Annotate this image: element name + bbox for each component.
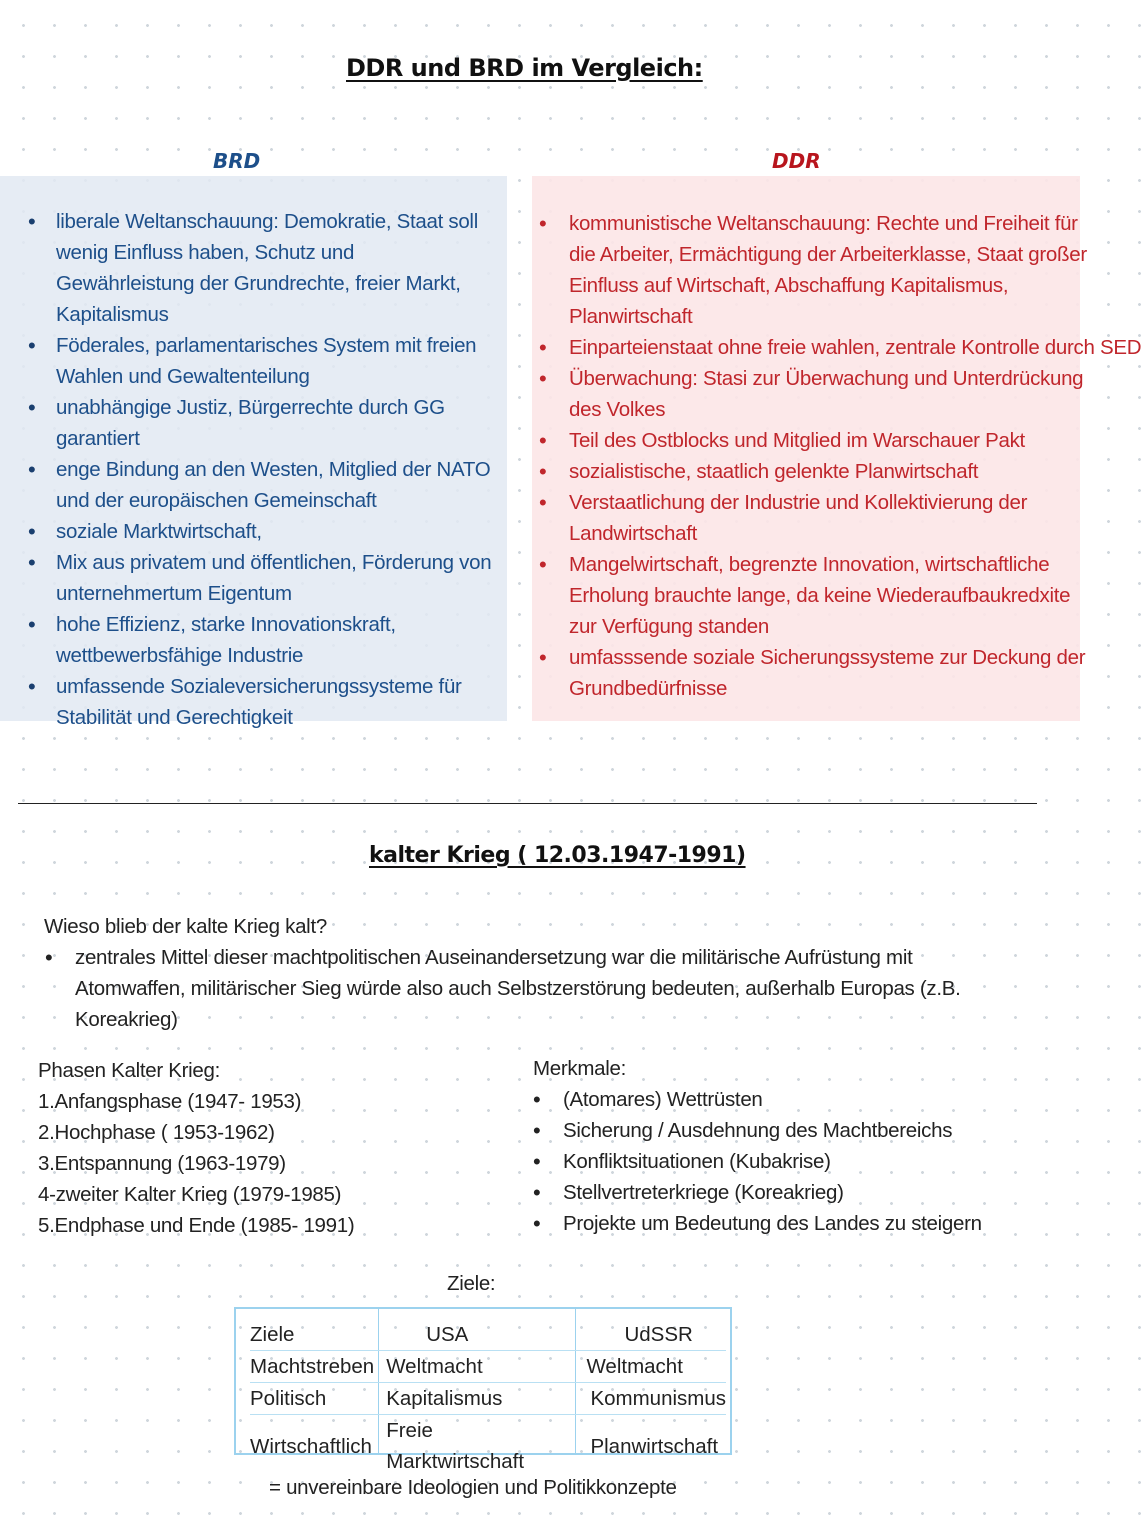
ddr-item: • Einparteienstaat ohne freie wahlen, zentrale Kontrolle durch SED (569, 332, 1099, 363)
table-header-cell: Ziele (250, 1319, 374, 1351)
phases-heading: Phasen Kalter Krieg: (38, 1059, 221, 1082)
goals-heading: Ziele: (447, 1272, 496, 1295)
conclusion: = unvereinbare Ideologien und Politikkonzepte (269, 1476, 677, 1499)
table-cell: Kapitalismus (374, 1383, 574, 1415)
ddr-item: • Teil des Ostblocks und Mitglied im Warschauer Pakt (569, 425, 1099, 456)
brd-list (0, 176, 507, 733)
cold-war-title: kalter Krieg ( 12.03.1947-1991) (369, 843, 746, 868)
brd-item: • Föderales, parlamentarisches System mit freien Wahlen und Gewaltenteilung (56, 330, 497, 392)
table-header-cell: UdSSR (574, 1319, 726, 1351)
table-cell: Freie Marktwirtschaft (386, 1419, 525, 1473)
table-cell: Wirtschaftlich (250, 1434, 372, 1458)
ddr-item: • Überwachung: Stasi zur Überwachung und Unterdrückung des Volkes (569, 363, 1099, 425)
phase-item: 5.Endphase und Ende (1985- 1991) (38, 1214, 355, 1237)
table-cell: Planwirtschaft (590, 1434, 719, 1458)
brd-item: • enge Bindung an den Westen, Mitglied der NATO und der europäischen Gemeinschaft (56, 454, 497, 516)
feature-item: • Sicherung / Ausdehnung des Machtbereichs (563, 1115, 982, 1146)
page-title: DDR und BRD im Vergleich: (346, 54, 703, 82)
ddr-item: • Verstaatlichung der Industrie und Kollektivierung der Landwirtschaft (569, 487, 1099, 549)
feature-item: • Projekte um Bedeutung des Landes zu steigern (563, 1208, 982, 1239)
goals-table-box (234, 1307, 732, 1473)
table-row (250, 1415, 726, 1478)
phase-item: 1.Anfangsphase (1947- 1953) (38, 1090, 302, 1113)
brd-item: • liberale Weltanschauung: Demokratie, Staat soll wenig Einfluss haben, Schutz und Gewährleistung der Grundrechte, freier Markt, Kapitalismus (56, 206, 497, 330)
feature-item: • Konfliktsituationen (Kubakrise) (563, 1146, 982, 1177)
brd-item: • unabhängige Justiz, Bürgerrechte durch GG garantiert (56, 392, 497, 454)
ddr-item: • kommunistische Weltanschauung: Rechte und Freiheit für die Arbeiter, Ermächtigung der Arbeiterklasse, Staat großer Einfluss auf Wirtschaft, Abschaffung Kapitalismus, Planwirtschaft (569, 208, 1099, 332)
table-cell: Politisch (250, 1383, 374, 1415)
brd-item: • soziale Marktwirtschaft, (56, 516, 497, 547)
brd-item: • Mix aus privatem und öffentlichen, Förderung von unternehmertum Eigentum (56, 547, 497, 609)
table-row (250, 1383, 726, 1415)
phase-item: 2.Hochphase ( 1953-1962) (38, 1121, 275, 1144)
feature-item: • (Atomares) Wettrüsten (563, 1084, 982, 1115)
goals-table (250, 1319, 726, 1477)
phase-item: 3.Entspannung (1963-1979) (38, 1152, 286, 1175)
section-divider (18, 803, 1037, 804)
answer-list (75, 942, 975, 1035)
brd-item: • umfassende Sozialeversicherungssysteme für Stabilität und Gerechtigkeit (56, 671, 497, 733)
table-header-cell: USA (374, 1319, 574, 1351)
answer-item: • zentrales Mittel dieser machtpolitischen Auseinandersetzung war die militärische Aufrüstung mit Atomwaffen, militärischer Sieg würde also auch Selbstzerstörung bedeuten, außerhalb Europas (z.B. Koreakrieg) (75, 942, 975, 1035)
table-cell: Machtstreben (250, 1351, 374, 1383)
phase-list (38, 1086, 354, 1241)
ddr-list (532, 176, 1141, 704)
ddr-heading: DDR (772, 149, 821, 173)
ddr-item: • umfasssende soziale Sicherungssysteme zur Deckung der Grundbedürfnisse (569, 642, 1099, 704)
feature-item: • Stellvertreterkriege (Koreakrieg) (563, 1177, 982, 1208)
brd-item: • hohe Effizienz, starke Innovationskraft, wettbewerbsfähige Industrie (56, 609, 497, 671)
table-cell: Weltmacht (374, 1351, 574, 1383)
ddr-item: • Mangelwirtschaft, begrenzte Innovation, wirtschaftliche Erholung brauchte lange, da keine Wiederaufbaukredxite zur Verfügung standen (569, 549, 1099, 642)
ddr-panel (532, 176, 1141, 721)
brd-panel (0, 176, 507, 729)
features-list (563, 1084, 982, 1239)
phase-item: 4-zweiter Kalter Krieg (1979-1985) (38, 1183, 342, 1206)
question: Wieso blieb der kalte Krieg kalt? (44, 915, 327, 938)
brd-heading: BRD (213, 149, 261, 173)
table-cell: Weltmacht (574, 1351, 726, 1383)
table-header-row (250, 1319, 726, 1351)
table-row (250, 1351, 726, 1383)
ddr-item: • sozialistische, staatlich gelenkte Planwirtschaft (569, 456, 1099, 487)
features-heading: Merkmale: (533, 1057, 626, 1080)
table-cell: Kommunismus (574, 1383, 726, 1415)
